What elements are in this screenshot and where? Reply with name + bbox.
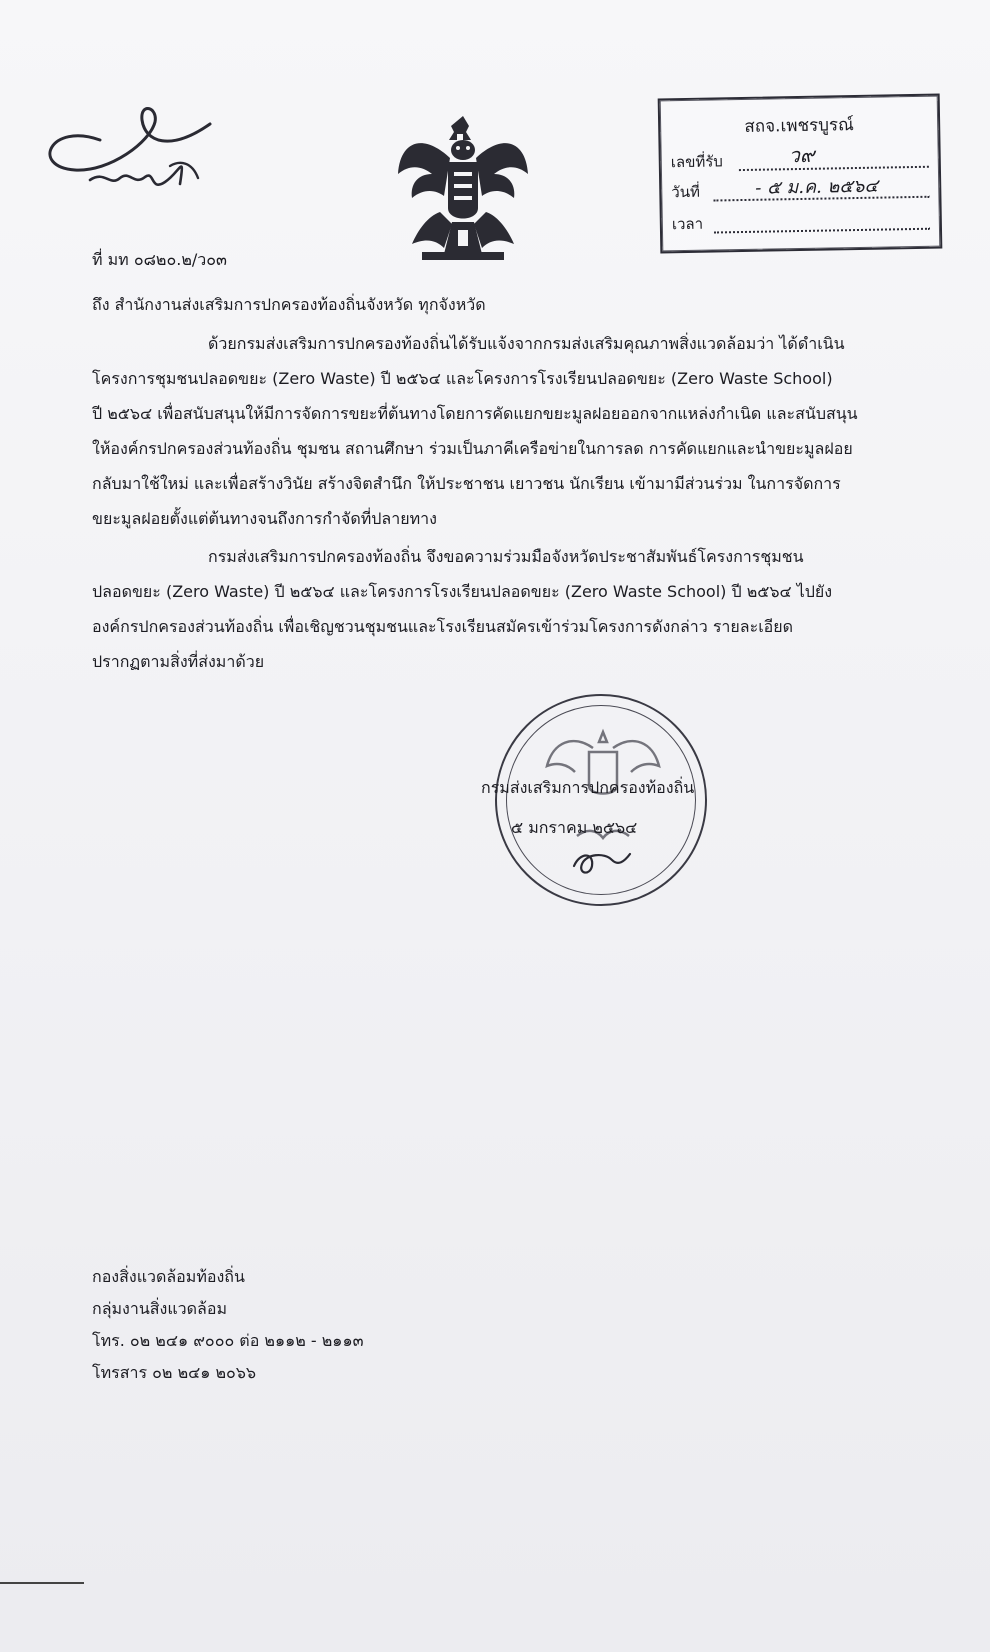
letter-paragraph-1 (92, 326, 858, 536)
footer-fax: โทรสาร ๐๒ ๒๔๑ ๒๐๖๖ (92, 1363, 257, 1382)
paragraph-line: องค์กรปกครองส่วนท้องถิ่น เพื่อเชิญชวนชุมชนและโรงเรียนสมัครเข้าร่วมโครงการดังกล่าว รายละเอียด (92, 617, 794, 636)
stamp-office: สถจ.เพชรบูรณ์ (744, 115, 855, 137)
letter-addressee: ถึง สำนักงานส่งเสริมการปกครองท้องถิ่นจังหวัด ทุกจังหวัด (92, 295, 486, 314)
handwritten-signature (30, 82, 220, 202)
stamp-number-label: เลขที่รับ (670, 152, 723, 172)
stamp-dotted-line (739, 166, 929, 171)
paragraph-line: กรมส่งเสริมการปกครองท้องถิ่น จึงขอความร่วมมือจังหวัดประชาสัมพันธ์โครงการชุมชน (208, 547, 804, 566)
stamp-date-value: - ๕ ม.ค. ๒๕๖๔ (755, 175, 879, 199)
stamp-number-value: ว๙ (788, 142, 815, 168)
paragraph-line: โครงการชุมชนปลอดขยะ (Zero Waste) ปี ๒๕๖๔ และโครงการโรงเรียนปลอดขยะ (Zero Waste School) (92, 369, 833, 388)
paragraph-line: ให้องค์กรปกครองส่วนท้องถิ่น ชุมชน สถานศึกษา ร่วมเป็นภาคีเครือข่ายในการลด การคัดแยกและนำขยะมูลฝอย (92, 439, 853, 458)
paragraph-line: ขยะมูลฝอยตั้งแต่ต้นทางจนถึงการกำจัดที่ปลายทาง (92, 509, 437, 528)
paragraph-line: ปี ๒๕๖๔ เพื่อสนับสนุนให้มีการจัดการขยะที่ต้นทางโดยการคัดแยกขยะมูลฝอยออกจากแหล่งกำเนิด และสนับสนุน (92, 404, 858, 423)
stamp-date-row (671, 176, 929, 206)
stamp-date-label: วันที่ (671, 182, 701, 202)
letter-paragraph-2 (92, 539, 832, 679)
page-edge-mark (0, 1582, 84, 1584)
stamp-time-row (672, 208, 930, 238)
paragraph-line: กลับมาใช้ใหม่ และเพื่อสร้างวินัย สร้างจิตสำนึก ให้ประชาชน เยาวชน นักเรียน เข้ามามีส่วนร่วม ในการจัดการ (92, 474, 841, 493)
seal-signature (566, 844, 636, 878)
letter-reference: ที่ มท ๐๘๒๐.๒/ว๐๓ (92, 250, 227, 269)
sender-department: กรมส่งเสริมการปกครองท้องถิ่น (481, 778, 695, 797)
stamp-dotted-line (714, 228, 930, 234)
sign-date: ๕ มกราคม ๒๕๖๔ (511, 818, 638, 837)
paragraph-line: ปลอดขยะ (Zero Waste) ปี ๒๕๖๔ และโครงการโรงเรียนปลอดขยะ (Zero Waste School) ปี ๒๕๖๔ ไปยัง (92, 582, 833, 601)
paragraph-line: ด้วยกรมส่งเสริมการปกครองท้องถิ่นได้รับแจ้งจากกรมส่งเสริมคุณภาพสิ่งแวดล้อมว่า ได้ดำเนิน (208, 334, 845, 353)
footer-group: กลุ่มงานสิ่งแวดล้อม (92, 1299, 227, 1318)
stamp-time-label: เวลา (671, 214, 704, 234)
footer-phone: โทร. ๐๒ ๒๔๑ ๙๐๐๐ ต่อ ๒๑๑๒ - ๒๑๑๓ (92, 1331, 364, 1350)
garuda-emblem-icon (392, 112, 534, 264)
paragraph-line: ปรากฏตามสิ่งที่ส่งมาด้วย (92, 652, 265, 671)
footer-division: กองสิ่งแวดล้อมท้องถิ่น (92, 1267, 245, 1286)
reception-stamp (658, 94, 943, 254)
